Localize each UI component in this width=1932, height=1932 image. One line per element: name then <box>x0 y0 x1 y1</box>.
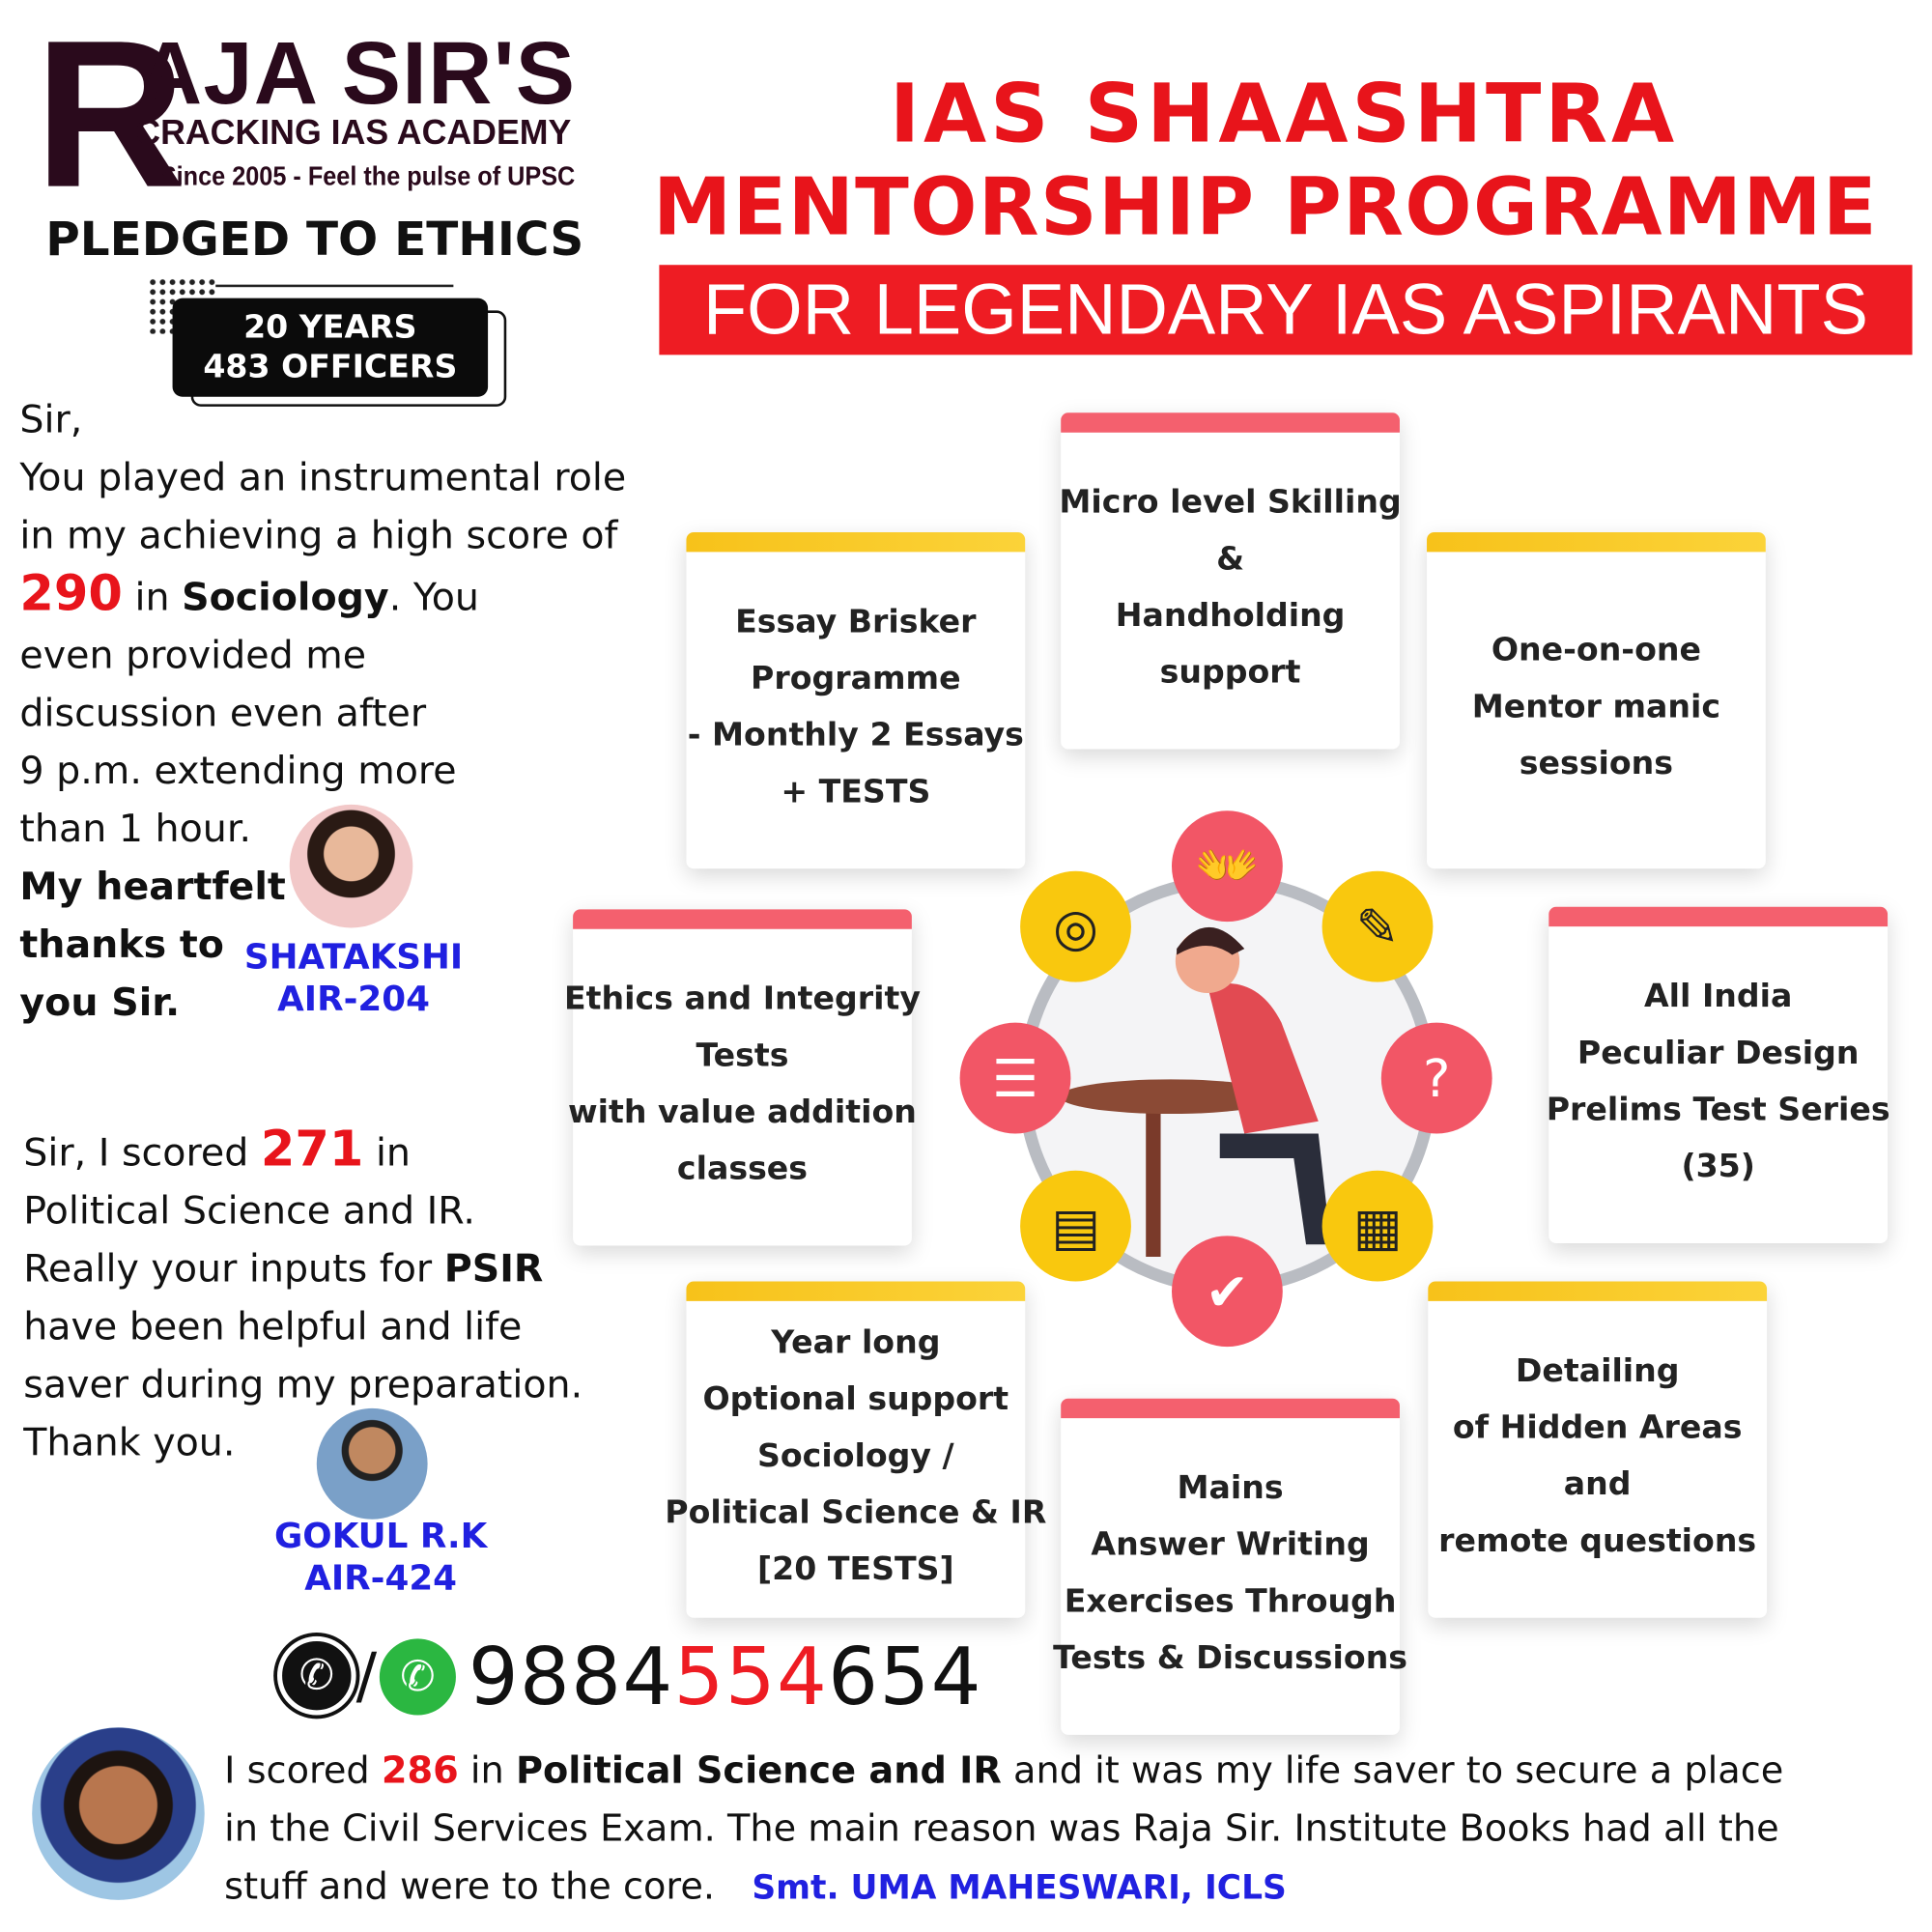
whatsapp-icon[interactable]: ✆ <box>380 1638 456 1715</box>
text: . You <box>388 575 479 620</box>
card-accent-bar <box>1061 1399 1400 1418</box>
avatar-gokul <box>317 1408 428 1520</box>
logo-letter: R <box>34 0 179 232</box>
subject: Sociology <box>182 575 389 620</box>
testimonial2-text <box>23 1122 582 1473</box>
t1-line: My heartfelt <box>19 865 286 910</box>
feature-card <box>1053 1399 1408 1735</box>
feature-line: Detailing <box>1515 1351 1680 1390</box>
t3-line <box>224 1858 1783 1917</box>
feature-line: of Hidden Areas <box>1452 1408 1743 1446</box>
feature-line: Programme <box>751 660 961 697</box>
t1-line: thanks to <box>19 923 224 968</box>
t2-line <box>23 1122 582 1183</box>
logo-name: AJA SIR'S <box>137 24 577 124</box>
title-banner: FOR LEGENDARY IAS ASPIRANTS <box>659 265 1912 355</box>
feature-line: support <box>1159 653 1301 691</box>
classroom-icon: ? <box>1381 1023 1492 1134</box>
badge-years: 20 YEARS <box>243 309 417 347</box>
feature-line: Exercises Through <box>1064 1582 1397 1620</box>
author-name: Smt. UMA MAHESWARI, ICLS <box>752 1868 1287 1908</box>
text: I scored <box>224 1749 382 1793</box>
text: Sir, I scored <box>23 1130 261 1176</box>
psir: PSIR <box>443 1246 544 1292</box>
phone-part: 654 <box>828 1633 982 1724</box>
phone-part: 9884 <box>468 1633 674 1724</box>
card-accent-bar <box>1061 412 1400 432</box>
title-line2: MENTORSHIP PROGRAMME <box>653 162 1878 254</box>
feature-line: [20 TESTS] <box>756 1550 954 1588</box>
text: in <box>122 575 183 620</box>
t1-line: even provided me <box>19 633 367 678</box>
phone-part: 554 <box>673 1633 829 1724</box>
student-rank: AIR-424 <box>304 1557 458 1599</box>
t1-line: you Sir. <box>19 980 181 1026</box>
text: stuff and were to the core. <box>224 1865 716 1909</box>
feature-line: All India <box>1643 978 1793 1015</box>
t1-line: You played an instrumental role <box>19 455 627 500</box>
feature-line: Answer Writing <box>1091 1525 1370 1563</box>
badge-officers: 483 OFFICERS <box>203 348 458 386</box>
t2-line: Political Science and IR. <box>23 1188 475 1234</box>
card-accent-bar <box>573 909 912 928</box>
feature-line: Ethics and Integrity <box>564 980 921 1017</box>
avatar-uma <box>32 1727 205 1900</box>
feature-line: (35) <box>1681 1148 1755 1185</box>
phone-icon[interactable]: ✆ <box>277 1636 356 1716</box>
logo-academy: CRACKING IAS ACADEMY <box>135 113 572 152</box>
feature-line: Sociology / <box>757 1436 954 1475</box>
phone-number[interactable] <box>468 1633 982 1724</box>
checkmark-icon: ✔ <box>1172 1236 1283 1347</box>
feature-text <box>1438 1343 1756 1570</box>
feature-line: sessions <box>1519 745 1674 782</box>
feature-line: with value addition <box>568 1094 917 1131</box>
student-name: GOKUL R.K <box>273 1515 488 1556</box>
feature-line: remote questions <box>1438 1521 1757 1560</box>
feature-line: Tests <box>696 1037 789 1074</box>
card-accent-bar <box>1428 1282 1767 1301</box>
feature-line: Mentor manic <box>1471 688 1721 725</box>
feature-card <box>564 909 921 1245</box>
pledge-text: PLEDGED TO ETHICS <box>45 212 584 267</box>
feature-line: Handholding <box>1115 596 1346 635</box>
card-accent-bar <box>1427 532 1766 552</box>
feature-line: classes <box>676 1150 809 1187</box>
card-accent-bar <box>686 1282 1025 1301</box>
name-gokul <box>270 1516 492 1600</box>
text: in <box>363 1130 412 1176</box>
feature-line: One-on-one <box>1491 631 1701 668</box>
card-accent-bar <box>1548 907 1888 926</box>
calendar-icon: ▦ <box>1322 1171 1434 1282</box>
t1-line: Sir, <box>19 397 83 442</box>
feature-line: and <box>1563 1465 1632 1503</box>
feature-text <box>688 593 1024 820</box>
feature-line: & <box>1216 540 1245 578</box>
target-icon: ◎ <box>1020 871 1131 982</box>
feature-line: Tests & Discussions <box>1053 1639 1408 1677</box>
feature-text <box>1059 473 1401 700</box>
score: 286 <box>381 1749 459 1793</box>
feature-line: Peculiar Design <box>1577 1034 1860 1072</box>
feature-line: Micro level Skilling <box>1059 483 1402 521</box>
score: 271 <box>260 1121 364 1179</box>
card-accent-bar <box>686 532 1025 552</box>
t3-line: in the Civil Services Exam. The main reason was Raja Sir. Institute Books had all the <box>224 1807 1779 1851</box>
document-icon: ☰ <box>960 1023 1071 1134</box>
checklist-edit-icon: ✎ <box>1322 871 1434 982</box>
feature-line: Prelims Test Series <box>1546 1091 1890 1128</box>
testimonial3-text <box>224 1743 1783 1918</box>
feature-card <box>1428 1282 1767 1618</box>
feature-text <box>1472 621 1720 791</box>
separator: / <box>355 1639 378 1712</box>
feature-card <box>1061 412 1400 749</box>
feature-card <box>686 532 1025 868</box>
divider <box>215 285 453 288</box>
feature-card <box>665 1282 1047 1618</box>
t2-line: have been helpful and life <box>23 1304 523 1350</box>
t1-line: 9 p.m. extending more <box>19 749 457 794</box>
t1-line: than 1 hour. <box>19 807 252 852</box>
t2-line <box>23 1240 582 1298</box>
t2-line: Thank you. <box>23 1420 236 1465</box>
text: Really your inputs for <box>23 1246 444 1292</box>
score: 290 <box>19 565 123 623</box>
logo-tagline: Since 2005 - Feel the pulse of UPSC <box>159 159 576 191</box>
name-shatakshi <box>242 936 465 1020</box>
feature-line: - Monthly 2 Essays <box>687 716 1024 753</box>
text: and it was my life saver to secure a place <box>1001 1749 1784 1793</box>
feature-line: Optional support <box>702 1380 1009 1418</box>
feature-text <box>1053 1460 1407 1687</box>
text: in <box>458 1749 516 1793</box>
feature-line: Political Science & IR <box>665 1493 1047 1531</box>
feature-line: Year long <box>771 1323 941 1361</box>
feature-card <box>1548 907 1888 1243</box>
t2-line: saver during my preparation. <box>23 1362 583 1407</box>
student-name: SHATAKSHI <box>243 936 464 978</box>
handholding-icon: 👐 <box>1172 810 1283 922</box>
title-line1: IAS SHAASHTRA <box>889 66 1678 162</box>
t1-line: discussion even after <box>19 691 427 736</box>
feature-line: Essay Brisker <box>735 603 977 640</box>
years-badge <box>173 298 489 397</box>
avatar-shatakshi <box>290 805 413 928</box>
student-rank: AIR-204 <box>277 978 430 1019</box>
id-card-icon: ▤ <box>1020 1171 1131 1282</box>
feature-text <box>1547 968 1890 1195</box>
t1-line <box>19 565 626 627</box>
feature-line: Mains <box>1177 1469 1284 1507</box>
feature-line: + TESTS <box>781 773 931 810</box>
feature-card <box>1427 532 1766 868</box>
feature-text <box>665 1314 1046 1597</box>
t3-line <box>224 1743 1783 1801</box>
t1-line: in my achieving a high score of <box>19 513 618 558</box>
feature-text <box>564 970 921 1197</box>
subject: Political Science and IR <box>515 1749 1002 1793</box>
